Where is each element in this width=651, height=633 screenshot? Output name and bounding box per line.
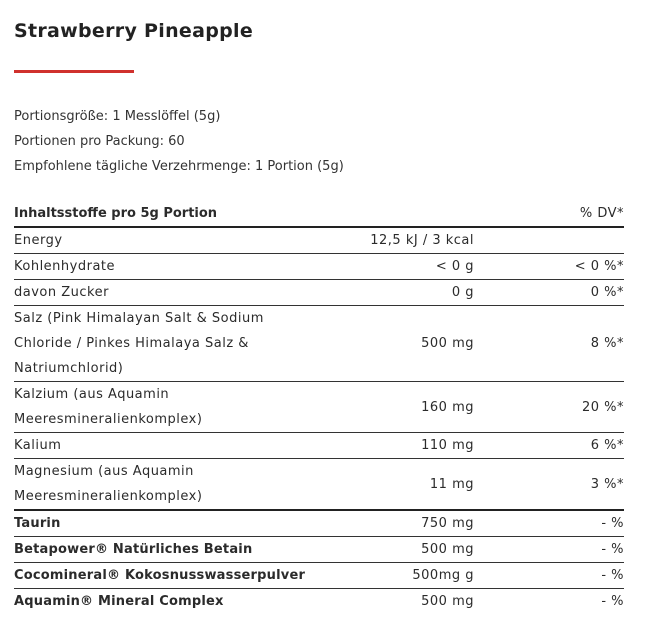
table-row <box>14 227 624 254</box>
ingredient-dv: - % <box>474 510 624 537</box>
nutrient-dv <box>474 227 624 254</box>
title-accent-bar <box>14 70 134 73</box>
nutrient-amount: 12,5 kJ / 3 kcal <box>324 227 474 254</box>
servings-per-package: Portionen pro Packung: 60 <box>14 134 185 149</box>
table-row <box>14 459 624 511</box>
nutrient-name: Salz (Pink Himalayan Salt & Sodium Chloride / Pinkes Himalaya Salz & Natriumchlorid) <box>14 306 324 382</box>
ingredient-name: Aquamin® Mineral Complex <box>14 594 224 609</box>
nutrient-name: Kalzium (aus Aquamin Meeresmineralienkomplex) <box>14 382 324 433</box>
table-row <box>14 280 624 306</box>
ingredient-dv: - % <box>474 537 624 563</box>
ingredient-dv: - % <box>601 594 624 609</box>
ingredient-name: Betapower® Natürliches Betain <box>14 537 324 563</box>
table-row <box>14 563 624 589</box>
header-daily-value: % DV* <box>474 200 624 227</box>
nutrient-amount: 500 mg <box>324 306 474 382</box>
nutrient-amount: < 0 g <box>324 254 474 280</box>
nutrient-name: davon Zucker <box>14 280 324 306</box>
ingredient-amount: 750 mg <box>324 510 474 537</box>
ingredient-amount: 500mg g <box>324 563 474 589</box>
nutrient-dv: 6 %* <box>474 433 624 459</box>
ingredient-amount: 500 mg <box>324 537 474 563</box>
table-row <box>14 306 624 382</box>
nutrient-name: Magnesium (aus Aquamin Meeresmineralienkomplex) <box>14 459 324 511</box>
nutrient-amount: 11 mg <box>324 459 474 511</box>
table-row <box>14 589 624 615</box>
nutrient-dv: 0 %* <box>474 280 624 306</box>
ingredient-amount: 500 mg <box>421 594 474 609</box>
recommended-daily-intake: Empfohlene tägliche Verzehrmenge: 1 Portion (5g) <box>14 159 344 174</box>
nutrient-name: Energy <box>14 227 324 254</box>
table-row <box>14 254 624 280</box>
ingredient-dv: - % <box>474 563 624 589</box>
nutrient-dv: 8 %* <box>474 306 624 382</box>
ingredient-name: Cocomineral® Kokosnusswasserpulver <box>14 563 324 589</box>
product-title: Strawberry Pineapple <box>14 20 254 42</box>
table-header-row <box>14 200 624 227</box>
table-row <box>14 382 624 433</box>
nutrient-name: Kohlenhydrate <box>14 254 324 280</box>
nutrient-dv: 20 %* <box>474 382 624 433</box>
nutrient-amount: 0 g <box>324 280 474 306</box>
serving-size: Portionsgröße: 1 Messlöffel (5g) <box>14 109 221 124</box>
header-ingredients: Inhaltsstoffe pro 5g Portion <box>14 200 474 227</box>
nutrient-amount: 160 mg <box>324 382 474 433</box>
serving-info <box>14 104 344 179</box>
nutrient-amount: 110 mg <box>324 433 474 459</box>
table-row <box>14 510 624 537</box>
nutrient-dv: 3 %* <box>474 459 624 511</box>
nutrient-name: Kalium <box>14 433 324 459</box>
nutrition-table <box>14 200 624 614</box>
nutrient-dv: < 0 %* <box>474 254 624 280</box>
table-row <box>14 433 624 459</box>
table-row <box>14 537 624 563</box>
ingredient-name: Taurin <box>14 510 324 537</box>
